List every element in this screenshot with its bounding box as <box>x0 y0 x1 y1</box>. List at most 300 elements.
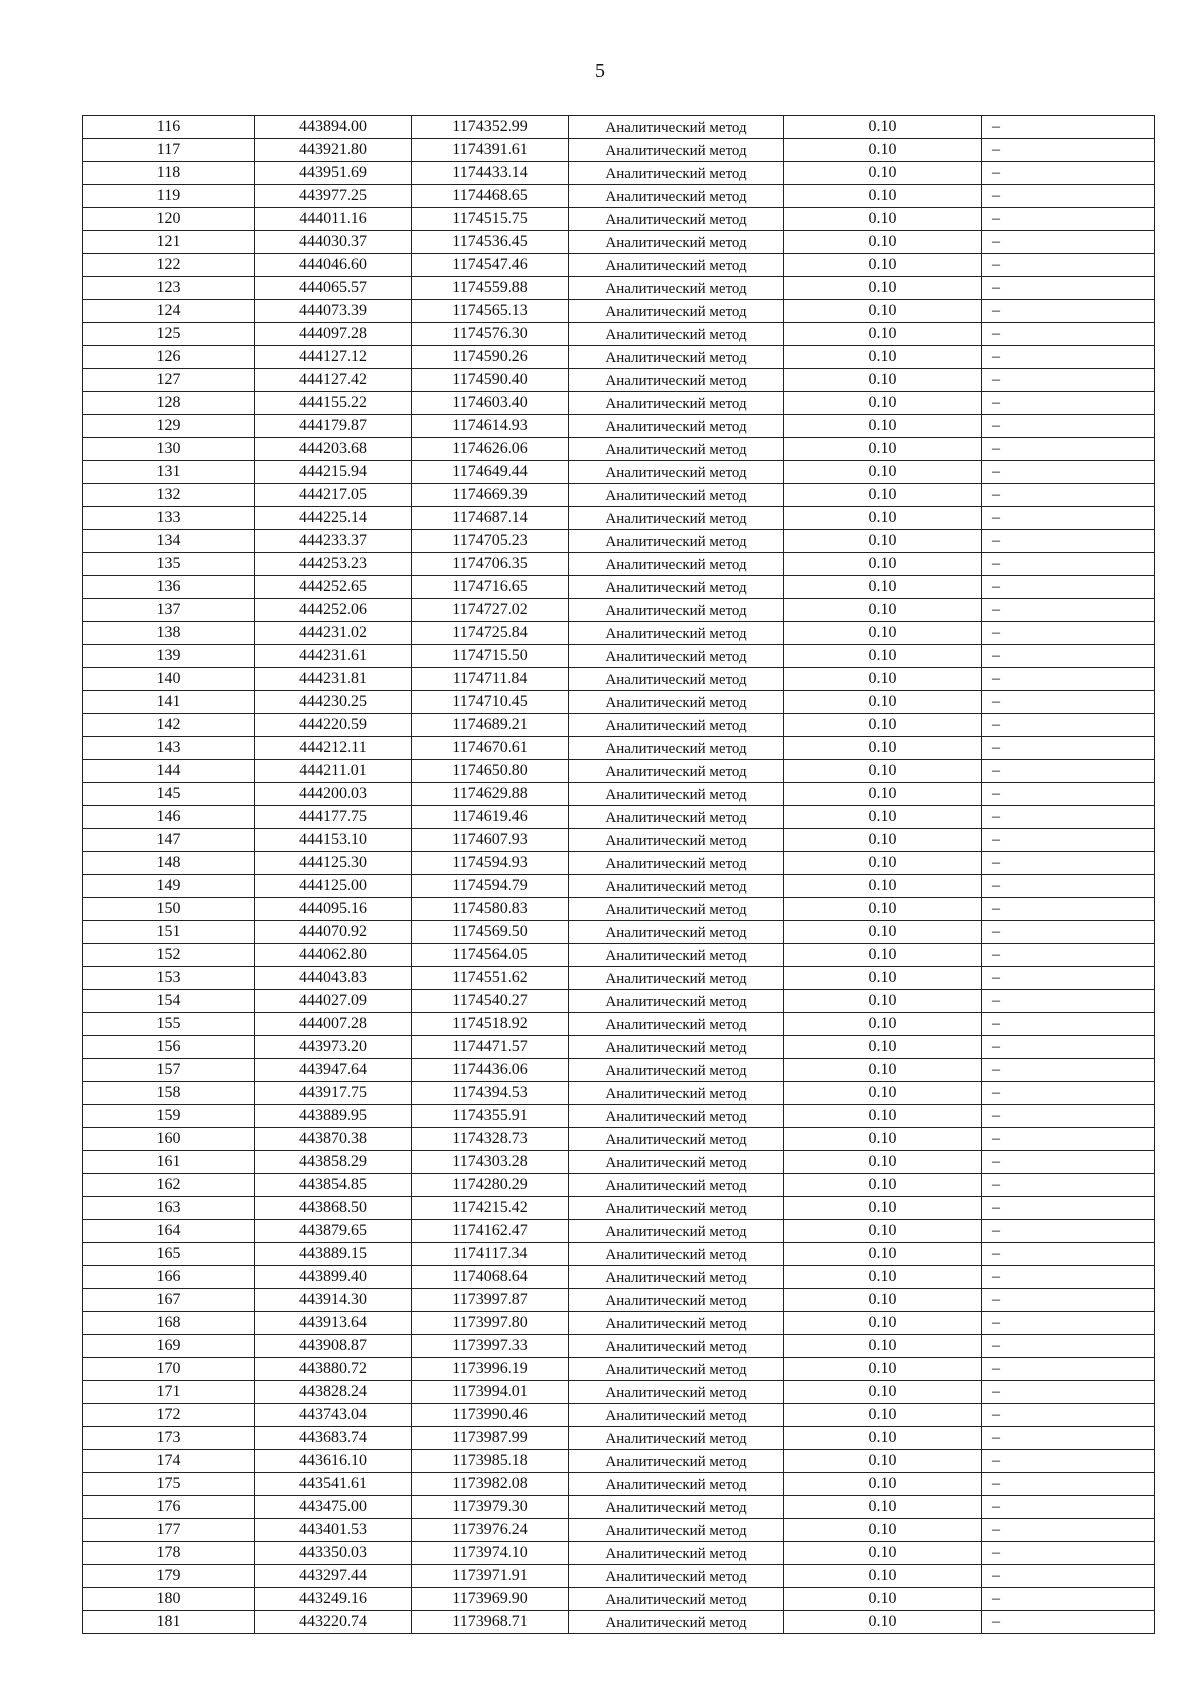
point-number-cell: 170 <box>83 1358 255 1381</box>
y-coordinate-cell: 1174328.73 <box>412 1128 569 1151</box>
accuracy-cell: 0.10 <box>784 208 982 231</box>
table-row <box>83 599 1155 622</box>
point-number-cell: 150 <box>83 898 255 921</box>
table-row <box>83 1496 1155 1519</box>
table-row <box>83 254 1155 277</box>
point-number-cell: 159 <box>83 1105 255 1128</box>
accuracy-cell: 0.10 <box>784 185 982 208</box>
x-coordinate-cell: 443908.87 <box>255 1335 412 1358</box>
x-coordinate-cell: 444212.11 <box>255 737 412 760</box>
point-number-cell: 116 <box>83 116 255 139</box>
y-coordinate-cell: 1173982.08 <box>412 1473 569 1496</box>
accuracy-cell: 0.10 <box>784 1036 982 1059</box>
method-cell: Аналитический метод <box>569 668 784 691</box>
point-number-cell: 126 <box>83 346 255 369</box>
x-coordinate-cell: 444097.28 <box>255 323 412 346</box>
y-coordinate-cell: 1174355.91 <box>412 1105 569 1128</box>
note-cell: – <box>982 1588 1155 1611</box>
method-cell: Аналитический метод <box>569 392 784 415</box>
note-cell: – <box>982 921 1155 944</box>
y-coordinate-cell: 1173990.46 <box>412 1404 569 1427</box>
x-coordinate-cell: 444062.80 <box>255 944 412 967</box>
x-coordinate-cell: 443951.69 <box>255 162 412 185</box>
table-row <box>83 1335 1155 1358</box>
x-coordinate-cell: 443889.15 <box>255 1243 412 1266</box>
point-number-cell: 143 <box>83 737 255 760</box>
accuracy-cell: 0.10 <box>784 1542 982 1565</box>
y-coordinate-cell: 1174559.88 <box>412 277 569 300</box>
point-number-cell: 136 <box>83 576 255 599</box>
x-coordinate-cell: 443541.61 <box>255 1473 412 1496</box>
x-coordinate-cell: 444231.61 <box>255 645 412 668</box>
x-coordinate-cell: 444233.37 <box>255 530 412 553</box>
accuracy-cell: 0.10 <box>784 116 982 139</box>
method-cell: Аналитический метод <box>569 1611 784 1634</box>
accuracy-cell: 0.10 <box>784 576 982 599</box>
accuracy-cell: 0.10 <box>784 1197 982 1220</box>
table-row <box>83 1588 1155 1611</box>
method-cell: Аналитический метод <box>569 1013 784 1036</box>
method-cell: Аналитический метод <box>569 507 784 530</box>
point-number-cell: 157 <box>83 1059 255 1082</box>
y-coordinate-cell: 1174394.53 <box>412 1082 569 1105</box>
note-cell: – <box>982 668 1155 691</box>
note-cell: – <box>982 829 1155 852</box>
point-number-cell: 134 <box>83 530 255 553</box>
x-coordinate-cell: 444125.30 <box>255 852 412 875</box>
note-cell: – <box>982 1174 1155 1197</box>
x-coordinate-cell: 443914.30 <box>255 1289 412 1312</box>
point-number-cell: 135 <box>83 553 255 576</box>
x-coordinate-cell: 444200.03 <box>255 783 412 806</box>
method-cell: Аналитический метод <box>569 875 784 898</box>
y-coordinate-cell: 1174352.99 <box>412 116 569 139</box>
y-coordinate-cell: 1174716.65 <box>412 576 569 599</box>
table-row <box>83 967 1155 990</box>
y-coordinate-cell: 1174569.50 <box>412 921 569 944</box>
point-number-cell: 119 <box>83 185 255 208</box>
y-coordinate-cell: 1174117.34 <box>412 1243 569 1266</box>
table-row <box>83 1519 1155 1542</box>
x-coordinate-cell: 443828.24 <box>255 1381 412 1404</box>
note-cell: – <box>982 369 1155 392</box>
y-coordinate-cell: 1174725.84 <box>412 622 569 645</box>
accuracy-cell: 0.10 <box>784 1404 982 1427</box>
note-cell: – <box>982 1082 1155 1105</box>
y-coordinate-cell: 1173968.71 <box>412 1611 569 1634</box>
table-row <box>83 1059 1155 1082</box>
x-coordinate-cell: 443401.53 <box>255 1519 412 1542</box>
point-number-cell: 151 <box>83 921 255 944</box>
table-row <box>83 369 1155 392</box>
table-row <box>83 1358 1155 1381</box>
note-cell: – <box>982 1266 1155 1289</box>
y-coordinate-cell: 1174650.80 <box>412 760 569 783</box>
y-coordinate-cell: 1173997.80 <box>412 1312 569 1335</box>
y-coordinate-cell: 1174303.28 <box>412 1151 569 1174</box>
y-coordinate-cell: 1174515.75 <box>412 208 569 231</box>
accuracy-cell: 0.10 <box>784 1427 982 1450</box>
table-row <box>83 553 1155 576</box>
y-coordinate-cell: 1174547.46 <box>412 254 569 277</box>
note-cell: – <box>982 1473 1155 1496</box>
accuracy-cell: 0.10 <box>784 139 982 162</box>
x-coordinate-cell: 444215.94 <box>255 461 412 484</box>
accuracy-cell: 0.10 <box>784 254 982 277</box>
table-row <box>83 438 1155 461</box>
note-cell: – <box>982 484 1155 507</box>
note-cell: – <box>982 1519 1155 1542</box>
x-coordinate-cell: 444065.57 <box>255 277 412 300</box>
note-cell: – <box>982 162 1155 185</box>
y-coordinate-cell: 1174564.05 <box>412 944 569 967</box>
note-cell: – <box>982 323 1155 346</box>
y-coordinate-cell: 1173969.90 <box>412 1588 569 1611</box>
x-coordinate-cell: 444030.37 <box>255 231 412 254</box>
point-number-cell: 172 <box>83 1404 255 1427</box>
point-number-cell: 162 <box>83 1174 255 1197</box>
x-coordinate-cell: 444211.01 <box>255 760 412 783</box>
table-row <box>83 1289 1155 1312</box>
point-number-cell: 147 <box>83 829 255 852</box>
table-row <box>83 645 1155 668</box>
page-number: 5 <box>595 60 605 82</box>
method-cell: Аналитический метод <box>569 1059 784 1082</box>
note-cell: – <box>982 576 1155 599</box>
y-coordinate-cell: 1174607.93 <box>412 829 569 852</box>
point-number-cell: 129 <box>83 415 255 438</box>
method-cell: Аналитический метод <box>569 645 784 668</box>
accuracy-cell: 0.10 <box>784 277 982 300</box>
accuracy-cell: 0.10 <box>784 415 982 438</box>
method-cell: Аналитический метод <box>569 806 784 829</box>
note-cell: – <box>982 691 1155 714</box>
accuracy-cell: 0.10 <box>784 438 982 461</box>
y-coordinate-cell: 1174705.23 <box>412 530 569 553</box>
accuracy-cell: 0.10 <box>784 1220 982 1243</box>
note-cell: – <box>982 967 1155 990</box>
note-cell: – <box>982 1450 1155 1473</box>
table-row <box>83 323 1155 346</box>
point-number-cell: 155 <box>83 1013 255 1036</box>
x-coordinate-cell: 444225.14 <box>255 507 412 530</box>
accuracy-cell: 0.10 <box>784 1565 982 1588</box>
accuracy-cell: 0.10 <box>784 622 982 645</box>
method-cell: Аналитический метод <box>569 346 784 369</box>
point-number-cell: 152 <box>83 944 255 967</box>
point-number-cell: 121 <box>83 231 255 254</box>
x-coordinate-cell: 443297.44 <box>255 1565 412 1588</box>
table-row <box>83 714 1155 737</box>
note-cell: – <box>982 1427 1155 1450</box>
accuracy-cell: 0.10 <box>784 599 982 622</box>
table-row <box>83 760 1155 783</box>
method-cell: Аналитический метод <box>569 829 784 852</box>
point-number-cell: 163 <box>83 1197 255 1220</box>
accuracy-cell: 0.10 <box>784 737 982 760</box>
x-coordinate-cell: 443921.80 <box>255 139 412 162</box>
x-coordinate-cell: 443249.16 <box>255 1588 412 1611</box>
accuracy-cell: 0.10 <box>784 645 982 668</box>
accuracy-cell: 0.10 <box>784 829 982 852</box>
note-cell: – <box>982 737 1155 760</box>
table-row <box>83 461 1155 484</box>
method-cell: Аналитический метод <box>569 461 784 484</box>
method-cell: Аналитический метод <box>569 1082 784 1105</box>
x-coordinate-cell: 443977.25 <box>255 185 412 208</box>
x-coordinate-cell: 443350.03 <box>255 1542 412 1565</box>
point-number-cell: 117 <box>83 139 255 162</box>
x-coordinate-cell: 444046.60 <box>255 254 412 277</box>
accuracy-cell: 0.10 <box>784 1312 982 1335</box>
method-cell: Аналитический метод <box>569 1312 784 1335</box>
y-coordinate-cell: 1174670.61 <box>412 737 569 760</box>
x-coordinate-cell: 444043.83 <box>255 967 412 990</box>
note-cell: – <box>982 852 1155 875</box>
method-cell: Аналитический метод <box>569 530 784 553</box>
table-row <box>83 1404 1155 1427</box>
accuracy-cell: 0.10 <box>784 1266 982 1289</box>
x-coordinate-cell: 444073.39 <box>255 300 412 323</box>
note-cell: – <box>982 208 1155 231</box>
y-coordinate-cell: 1174710.45 <box>412 691 569 714</box>
method-cell: Аналитический метод <box>569 185 784 208</box>
table-row <box>83 1128 1155 1151</box>
y-coordinate-cell: 1174580.83 <box>412 898 569 921</box>
method-cell: Аналитический метод <box>569 599 784 622</box>
table-row <box>83 576 1155 599</box>
note-cell: – <box>982 231 1155 254</box>
point-number-cell: 165 <box>83 1243 255 1266</box>
method-cell: Аналитический метод <box>569 231 784 254</box>
table-row <box>83 415 1155 438</box>
x-coordinate-cell: 443220.74 <box>255 1611 412 1634</box>
x-coordinate-cell: 444127.12 <box>255 346 412 369</box>
method-cell: Аналитический метод <box>569 990 784 1013</box>
table-row <box>83 392 1155 415</box>
point-number-cell: 179 <box>83 1565 255 1588</box>
point-number-cell: 131 <box>83 461 255 484</box>
accuracy-cell: 0.10 <box>784 507 982 530</box>
accuracy-cell: 0.10 <box>784 1059 982 1082</box>
table-row <box>83 898 1155 921</box>
table-row <box>83 1082 1155 1105</box>
method-cell: Аналитический метод <box>569 1289 784 1312</box>
method-cell: Аналитический метод <box>569 553 784 576</box>
point-number-cell: 181 <box>83 1611 255 1634</box>
method-cell: Аналитический метод <box>569 967 784 990</box>
x-coordinate-cell: 443913.64 <box>255 1312 412 1335</box>
table-row <box>83 1450 1155 1473</box>
point-number-cell: 125 <box>83 323 255 346</box>
point-number-cell: 168 <box>83 1312 255 1335</box>
accuracy-cell: 0.10 <box>784 1082 982 1105</box>
y-coordinate-cell: 1174391.61 <box>412 139 569 162</box>
note-cell: – <box>982 507 1155 530</box>
y-coordinate-cell: 1173974.10 <box>412 1542 569 1565</box>
method-cell: Аналитический метод <box>569 116 784 139</box>
point-number-cell: 146 <box>83 806 255 829</box>
coordinates-table-body <box>83 116 1155 1634</box>
method-cell: Аналитический метод <box>569 714 784 737</box>
table-row <box>83 1174 1155 1197</box>
note-cell: – <box>982 944 1155 967</box>
x-coordinate-cell: 444252.65 <box>255 576 412 599</box>
point-number-cell: 140 <box>83 668 255 691</box>
table-row <box>83 852 1155 875</box>
table-row <box>83 346 1155 369</box>
x-coordinate-cell: 444179.87 <box>255 415 412 438</box>
x-coordinate-cell: 444220.59 <box>255 714 412 737</box>
x-coordinate-cell: 444070.92 <box>255 921 412 944</box>
y-coordinate-cell: 1174536.45 <box>412 231 569 254</box>
y-coordinate-cell: 1173994.01 <box>412 1381 569 1404</box>
table-row <box>83 668 1155 691</box>
x-coordinate-cell: 443947.64 <box>255 1059 412 1082</box>
accuracy-cell: 0.10 <box>784 898 982 921</box>
x-coordinate-cell: 444230.25 <box>255 691 412 714</box>
method-cell: Аналитический метод <box>569 1519 784 1542</box>
table-row <box>83 622 1155 645</box>
accuracy-cell: 0.10 <box>784 944 982 967</box>
accuracy-cell: 0.10 <box>784 323 982 346</box>
accuracy-cell: 0.10 <box>784 967 982 990</box>
note-cell: – <box>982 1611 1155 1634</box>
y-coordinate-cell: 1174468.65 <box>412 185 569 208</box>
y-coordinate-cell: 1174629.88 <box>412 783 569 806</box>
method-cell: Аналитический метод <box>569 1381 784 1404</box>
note-cell: – <box>982 553 1155 576</box>
table-row <box>83 208 1155 231</box>
y-coordinate-cell: 1173985.18 <box>412 1450 569 1473</box>
accuracy-cell: 0.10 <box>784 668 982 691</box>
note-cell: – <box>982 622 1155 645</box>
accuracy-cell: 0.10 <box>784 231 982 254</box>
x-coordinate-cell: 444231.81 <box>255 668 412 691</box>
point-number-cell: 124 <box>83 300 255 323</box>
method-cell: Аналитический метод <box>569 1220 784 1243</box>
note-cell: – <box>982 415 1155 438</box>
point-number-cell: 171 <box>83 1381 255 1404</box>
note-cell: – <box>982 1128 1155 1151</box>
point-number-cell: 149 <box>83 875 255 898</box>
accuracy-cell: 0.10 <box>784 783 982 806</box>
point-number-cell: 178 <box>83 1542 255 1565</box>
x-coordinate-cell: 444155.22 <box>255 392 412 415</box>
accuracy-cell: 0.10 <box>784 760 982 783</box>
note-cell: – <box>982 783 1155 806</box>
point-number-cell: 154 <box>83 990 255 1013</box>
table-row <box>83 1266 1155 1289</box>
note-cell: – <box>982 139 1155 162</box>
y-coordinate-cell: 1174162.47 <box>412 1220 569 1243</box>
accuracy-cell: 0.10 <box>784 852 982 875</box>
point-number-cell: 133 <box>83 507 255 530</box>
point-number-cell: 132 <box>83 484 255 507</box>
point-number-cell: 161 <box>83 1151 255 1174</box>
method-cell: Аналитический метод <box>569 622 784 645</box>
x-coordinate-cell: 444252.06 <box>255 599 412 622</box>
x-coordinate-cell: 444177.75 <box>255 806 412 829</box>
accuracy-cell: 0.10 <box>784 714 982 737</box>
method-cell: Аналитический метод <box>569 277 784 300</box>
y-coordinate-cell: 1174689.21 <box>412 714 569 737</box>
y-coordinate-cell: 1174594.79 <box>412 875 569 898</box>
accuracy-cell: 0.10 <box>784 1496 982 1519</box>
y-coordinate-cell: 1174590.26 <box>412 346 569 369</box>
table-row <box>83 1036 1155 1059</box>
x-coordinate-cell: 443858.29 <box>255 1151 412 1174</box>
accuracy-cell: 0.10 <box>784 1243 982 1266</box>
y-coordinate-cell: 1174215.42 <box>412 1197 569 1220</box>
point-number-cell: 174 <box>83 1450 255 1473</box>
point-number-cell: 122 <box>83 254 255 277</box>
method-cell: Аналитический метод <box>569 852 784 875</box>
method-cell: Аналитический метод <box>569 1174 784 1197</box>
table-row <box>83 116 1155 139</box>
y-coordinate-cell: 1173987.99 <box>412 1427 569 1450</box>
accuracy-cell: 0.10 <box>784 875 982 898</box>
y-coordinate-cell: 1174565.13 <box>412 300 569 323</box>
x-coordinate-cell: 444217.05 <box>255 484 412 507</box>
note-cell: – <box>982 438 1155 461</box>
point-number-cell: 128 <box>83 392 255 415</box>
point-number-cell: 118 <box>83 162 255 185</box>
method-cell: Аналитический метод <box>569 1450 784 1473</box>
note-cell: – <box>982 645 1155 668</box>
x-coordinate-cell: 443475.00 <box>255 1496 412 1519</box>
method-cell: Аналитический метод <box>569 691 784 714</box>
accuracy-cell: 0.10 <box>784 990 982 1013</box>
y-coordinate-cell: 1174540.27 <box>412 990 569 1013</box>
note-cell: – <box>982 1059 1155 1082</box>
y-coordinate-cell: 1174614.93 <box>412 415 569 438</box>
note-cell: – <box>982 898 1155 921</box>
method-cell: Аналитический метод <box>569 1358 784 1381</box>
accuracy-cell: 0.10 <box>784 921 982 944</box>
point-number-cell: 137 <box>83 599 255 622</box>
table-row <box>83 1611 1155 1634</box>
point-number-cell: 144 <box>83 760 255 783</box>
accuracy-cell: 0.10 <box>784 1289 982 1312</box>
x-coordinate-cell: 443870.38 <box>255 1128 412 1151</box>
accuracy-cell: 0.10 <box>784 1588 982 1611</box>
y-coordinate-cell: 1174590.40 <box>412 369 569 392</box>
note-cell: – <box>982 1105 1155 1128</box>
method-cell: Аналитический метод <box>569 1473 784 1496</box>
table-row <box>83 1013 1155 1036</box>
table-row <box>83 530 1155 553</box>
note-cell: – <box>982 461 1155 484</box>
y-coordinate-cell: 1173979.30 <box>412 1496 569 1519</box>
y-coordinate-cell: 1174711.84 <box>412 668 569 691</box>
point-number-cell: 120 <box>83 208 255 231</box>
method-cell: Аналитический метод <box>569 1036 784 1059</box>
point-number-cell: 173 <box>83 1427 255 1450</box>
x-coordinate-cell: 443743.04 <box>255 1404 412 1427</box>
point-number-cell: 166 <box>83 1266 255 1289</box>
point-number-cell: 160 <box>83 1128 255 1151</box>
accuracy-cell: 0.10 <box>784 1381 982 1404</box>
y-coordinate-cell: 1174436.06 <box>412 1059 569 1082</box>
x-coordinate-cell: 444203.68 <box>255 438 412 461</box>
table-row <box>83 783 1155 806</box>
method-cell: Аналитический метод <box>569 139 784 162</box>
table-row <box>83 1105 1155 1128</box>
y-coordinate-cell: 1174706.35 <box>412 553 569 576</box>
note-cell: – <box>982 1358 1155 1381</box>
point-number-cell: 148 <box>83 852 255 875</box>
